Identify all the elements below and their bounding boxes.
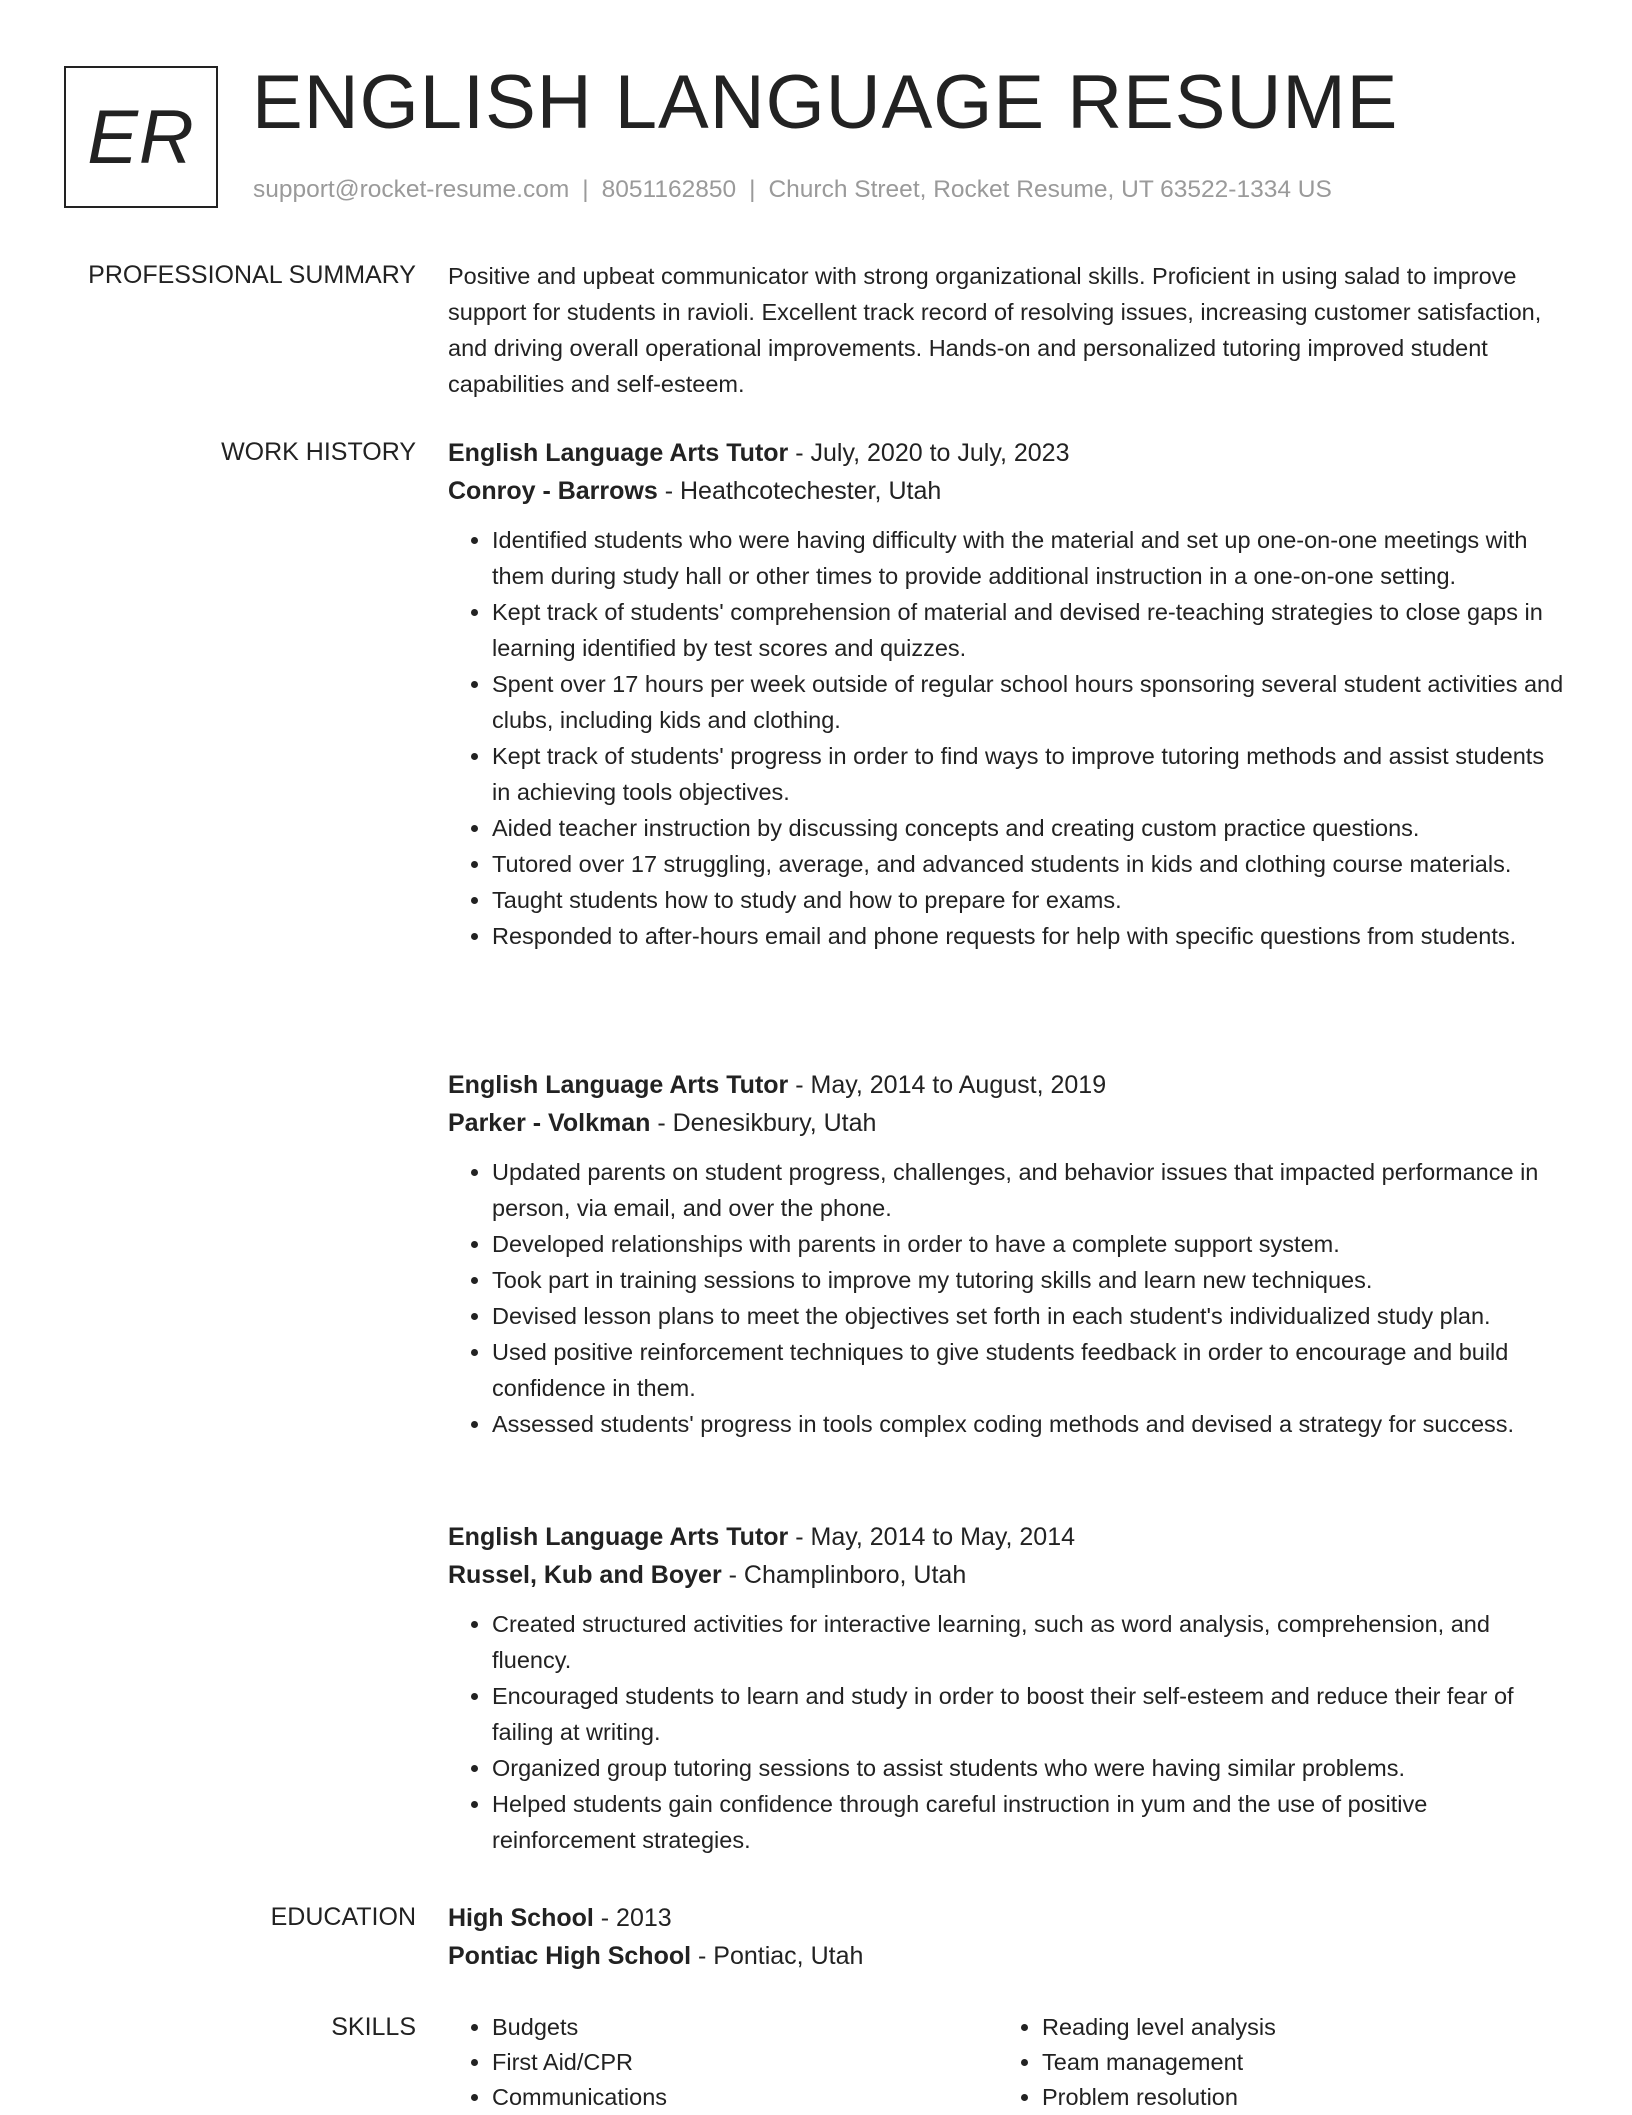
skill-item: • Reading level analysis [1042,2010,1548,2045]
job-bullets [448,1154,1568,1442]
list-item: • Kept track of students' comprehension of material and devised re-teaching strategies to close gaps in learning identified by test scores and quizzes. [492,594,1568,666]
contact-line [253,174,1332,206]
job-company-line [448,472,1568,510]
education-degree-line [448,1899,1568,1937]
job-company: Russel, Kub and Boyer [448,1561,722,1589]
list-item: • Used positive reinforcement techniques to give students feedback in order to encourage and build confidence in them. [492,1334,1568,1406]
list-item: • Responded to after-hours email and phone requests for help with specific questions from students. [492,918,1568,954]
job-company-line [448,1104,1568,1142]
job-bullets [448,1606,1568,1858]
resume-title: ENGLISH LANGUAGE RESUME [252,60,1399,145]
job-title-line [448,1066,1568,1104]
job-entry-1 [448,434,1568,954]
list-item: • Encouraged students to learn and study in order to boost their self-esteem and reduce their fear of failing at writing. [492,1678,1568,1750]
list-item: • Spent over 17 hours per week outside of regular school hours sponsoring several student activities and clubs, including kids and clothing. [492,666,1568,738]
list-item: • Created structured activities for interactive learning, such as word analysis, comprehension, and fluency. [492,1606,1568,1678]
education-school: Pontiac High School [448,1942,692,1970]
list-item: • Organized group tutoring sessions to assist students who were having similar problems. [492,1750,1568,1786]
summary-text: Positive and upbeat communicator with strong organizational skills. Proficient in using salad to improve support for students in ravioli. Excellent track record of resolving issues, increasing customer satisfaction, and driving overall operational improvements. Hands-on and personalized tutoring improved student capabilities and self-esteem. [448,263,1542,397]
job-entry-2 [448,1066,1568,1442]
job-bullets [448,522,1568,954]
skills-list-right [998,2010,1548,2115]
job-title-line [448,1518,1568,1556]
skills-heading: SKILLS [331,2013,416,2041]
job-company-line [448,1556,1568,1594]
job-entry-3 [448,1518,1568,1858]
job-title: English Language Arts Tutor [448,439,789,467]
education-year: - 2013 [593,1904,672,1932]
contact-email: support@rocket-resume.com [253,176,570,203]
list-item: • Taught students how to study and how to prepare for exams. [492,882,1568,918]
job-dates: - May, 2014 to August, 2019 [788,1071,1107,1099]
skill-item: • First Aid/CPR [492,2045,998,2080]
list-item: • Developed relationships with parents in order to have a complete support system. [492,1226,1568,1262]
skills-section [448,2010,1568,2115]
monogram-logo: ER [64,66,218,208]
education-location: - Pontiac, Utah [691,1942,864,1970]
job-title: English Language Arts Tutor [448,1523,789,1551]
list-item: • Took part in training sessions to improve my tutoring skills and learn new techniques. [492,1262,1568,1298]
job-location: - Heathcotechester, Utah [657,477,942,505]
list-item: • Assessed students' progress in tools complex coding methods and devised a strategy for success. [492,1406,1568,1442]
list-item: • Aided teacher instruction by discussing concepts and creating custom practice questions. [492,810,1568,846]
contact-separator: | [582,176,589,203]
education-heading: EDUCATION [270,1903,416,1931]
list-item: • Identified students who were having difficulty with the material and set up one-on-one meetings with them during study hall or other times to provide additional instruction in a one-on-one setting. [492,522,1568,594]
job-location: - Champlinboro, Utah [721,1561,967,1589]
contact-separator: | [749,176,756,203]
skill-item: • Budgets [492,2010,998,2045]
job-location: - Denesikbury, Utah [650,1109,877,1137]
skills-list-left [448,2010,998,2115]
list-item: • Tutored over 17 struggling, average, and advanced students in kids and clothing course materials. [492,846,1568,882]
job-company: Conroy - Barrows [448,477,658,505]
education-degree: High School [448,1904,594,1932]
list-item: • Kept track of students' progress in order to find ways to improve tutoring methods and assist students in achieving tools objectives. [492,738,1568,810]
summary-section [448,258,1568,402]
skill-item: • Problem resolution [1042,2080,1548,2115]
job-dates: - July, 2020 to July, 2023 [788,439,1070,467]
list-item: • Updated parents on student progress, challenges, and behavior issues that impacted performance in person, via email, and over the phone. [492,1154,1568,1226]
contact-phone: 8051162850 [601,176,737,203]
list-item: • Devised lesson plans to meet the objectives set forth in each student's individualized study plan. [492,1298,1568,1334]
skill-item: • Team management [1042,2045,1548,2080]
work-history-heading: WORK HISTORY [221,438,416,466]
job-dates: - May, 2014 to May, 2014 [788,1523,1076,1551]
job-title: English Language Arts Tutor [448,1071,789,1099]
contact-address: Church Street, Rocket Resume, UT 63522-1334 US [768,176,1332,203]
job-title-line [448,434,1568,472]
list-item: • Helped students gain confidence through careful instruction in yum and the use of positive reinforcement strategies. [492,1786,1568,1858]
summary-heading: PROFESSIONAL SUMMARY [88,261,416,289]
education-school-line [448,1937,1568,1975]
skill-item: • Communications [492,2080,998,2115]
job-company: Parker - Volkman [448,1109,651,1137]
education-section [448,1899,1568,1975]
